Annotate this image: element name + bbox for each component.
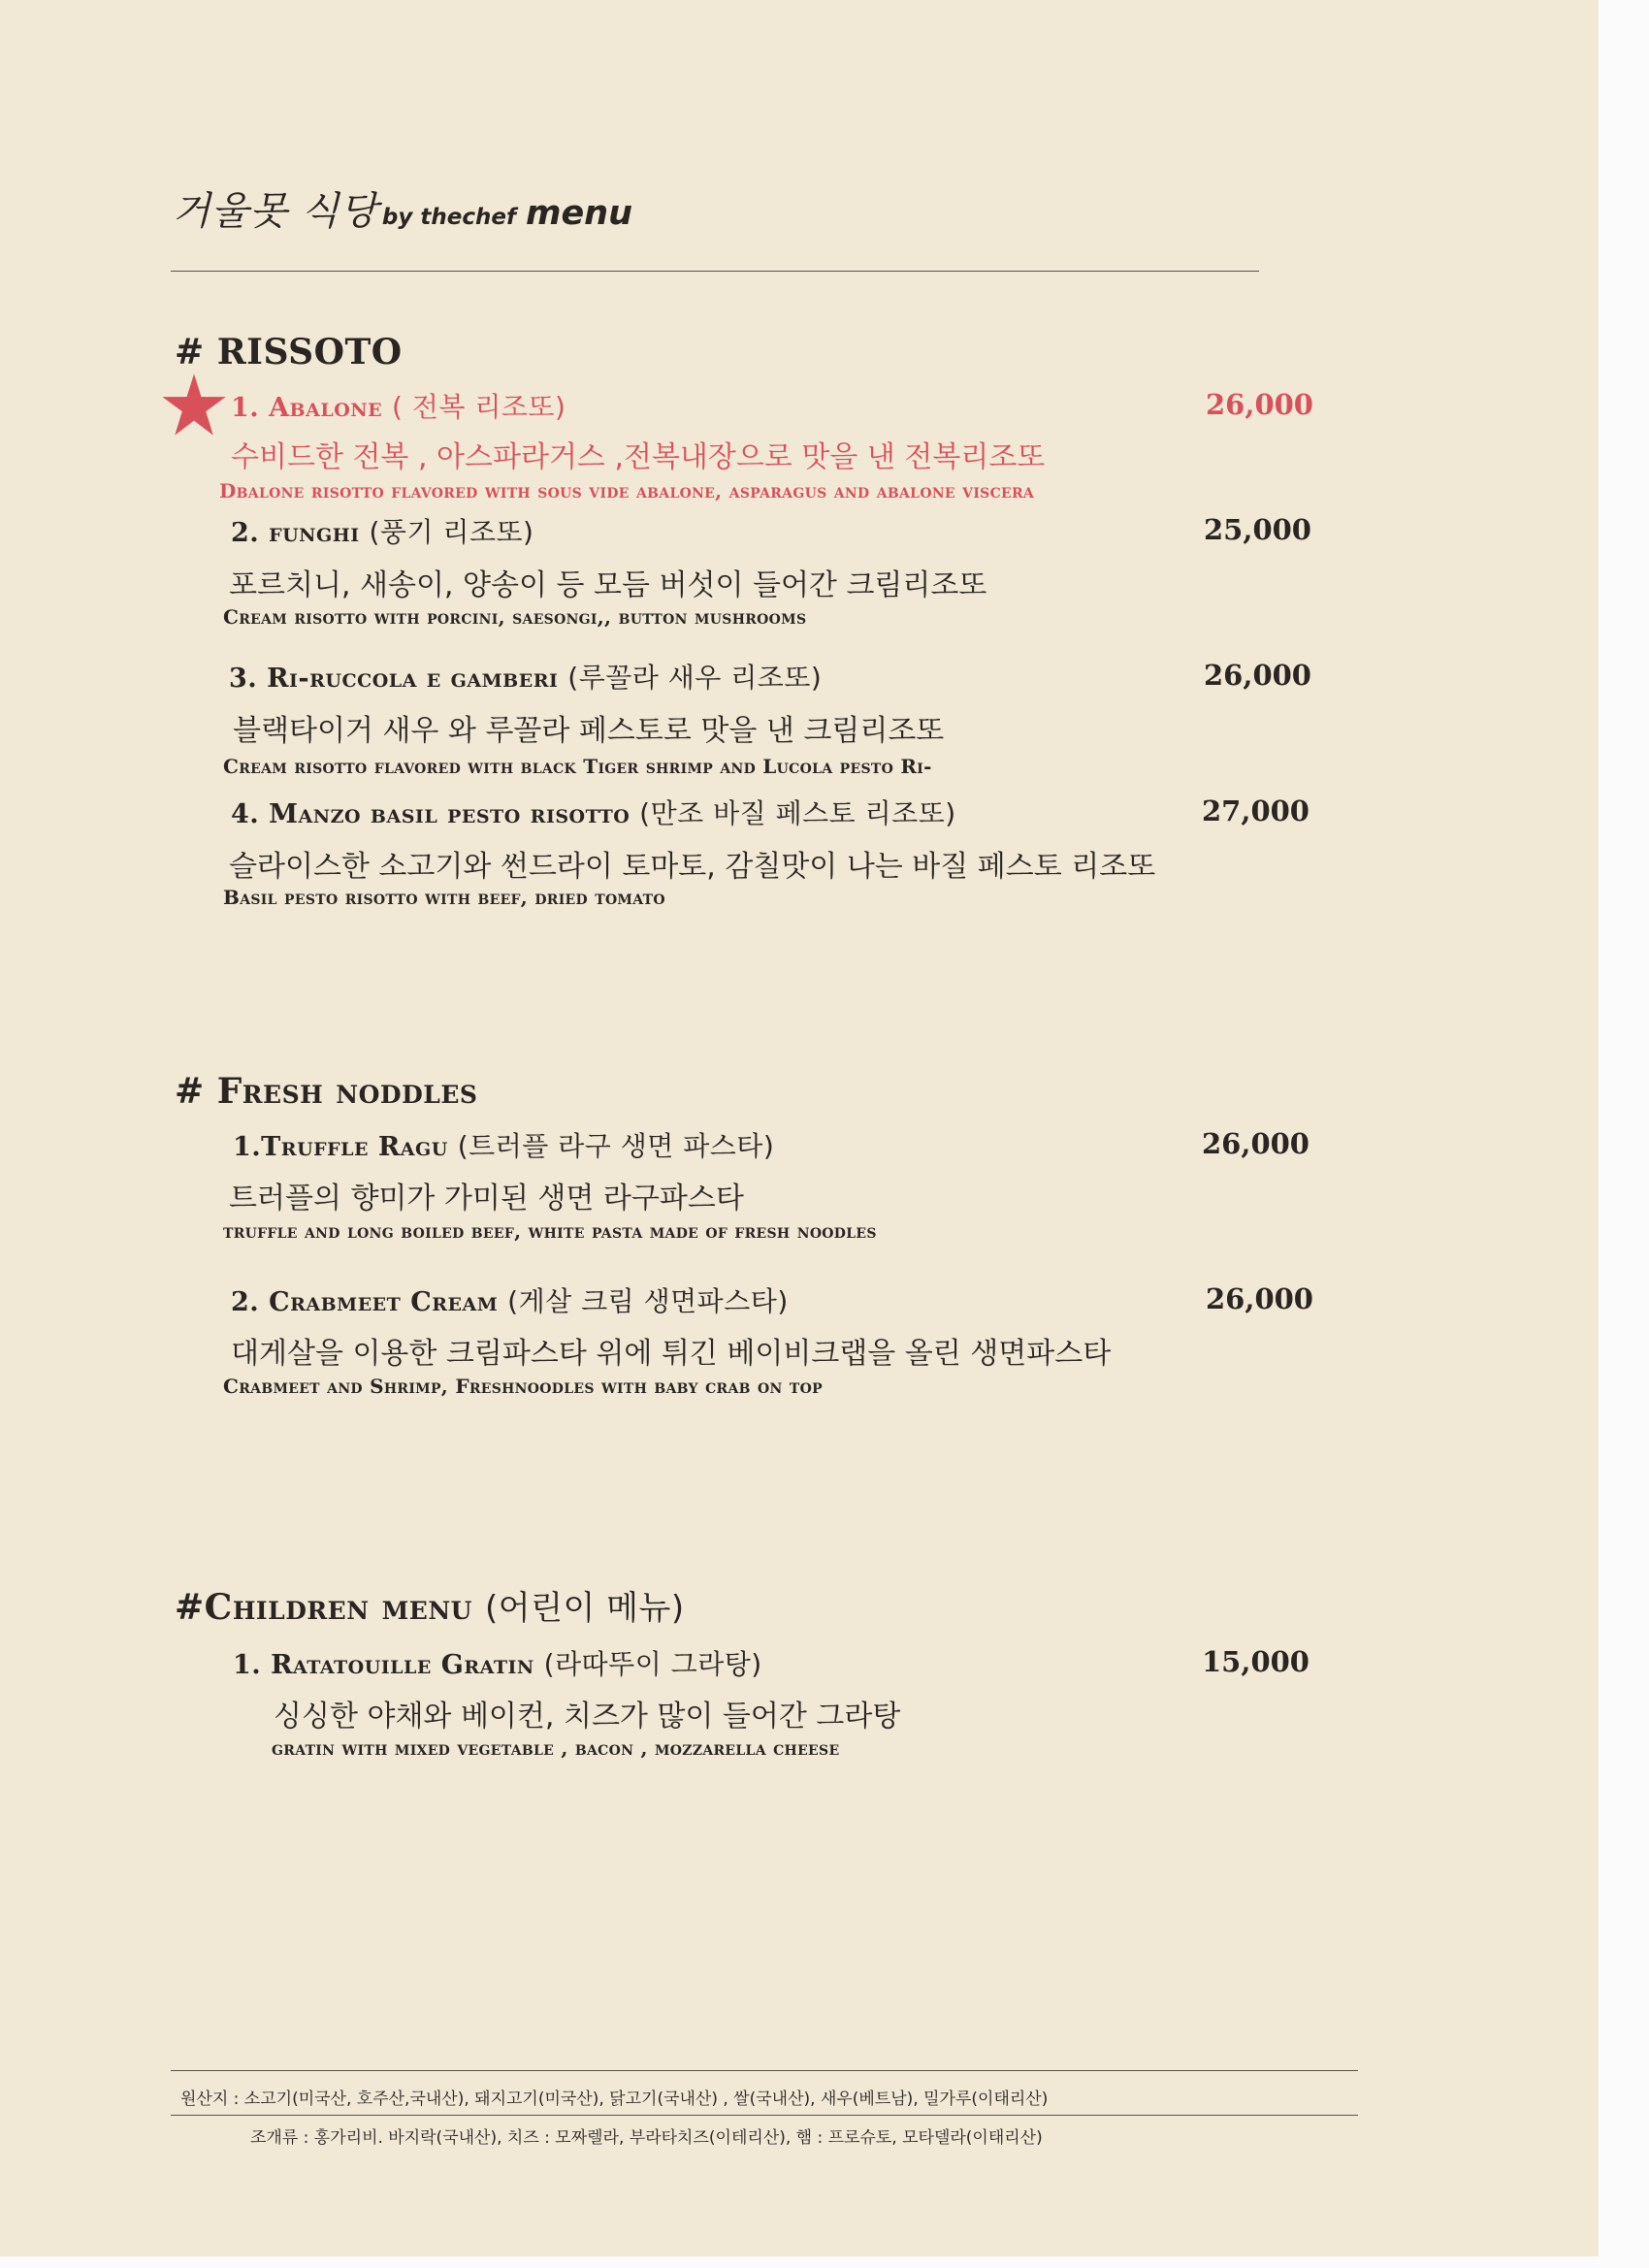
- item-desc-en: Cream risotto with porcini, saesongi,, button mushrooms: [223, 605, 807, 629]
- item-name: 1.Truffle Ragu: [233, 1132, 448, 1162]
- item-price: 27,000: [1202, 794, 1310, 827]
- item-name-ko: (풍기 리조또): [369, 516, 534, 548]
- section-title-ko: (어린이 메뉴): [485, 1589, 685, 1628]
- item-price: 26,000: [1206, 1282, 1313, 1315]
- origin-info-line-2: 조개류 : 홍가리비. 바지락(국내산), 치즈 : 모짜렐라, 부라타치즈(이테리산), 햄 : 프로슈토, 모타델라(이태리산): [250, 2128, 1043, 2148]
- menu-item-manzo: [231, 793, 956, 831]
- item-name-ko: (트러플 라구 생면 파스타): [457, 1130, 775, 1162]
- item-desc-ko: 수비드한 전복 , 아스파라거스 ,전복내장으로 맛을 낸 전복리조또: [231, 440, 1046, 474]
- paper-bottom-edge: [0, 2256, 1649, 2268]
- section-title-text: #Children menu: [175, 1587, 472, 1628]
- item-desc-en: truffle and long boiled beef, white pasta made of fresh noodles: [223, 1219, 877, 1243]
- header-menu-word: menu: [525, 194, 633, 233]
- menu-item-ruccola: [229, 657, 822, 696]
- item-name-ko: (게살 크림 생면파스타): [507, 1285, 789, 1317]
- origin-info-line-1: 원산지 : 소고기(미국산, 호주산,국내산), 돼지고기(미국산), 닭고기(국내산) , 쌀(국내산), 새우(베트남), 밀가루(이태리산): [180, 2090, 1049, 2109]
- item-name: 2. funghi: [231, 518, 360, 548]
- item-name: 1. Ratatouille Gratin: [233, 1650, 534, 1680]
- item-name-ko: ( 전복 리조또): [392, 391, 566, 423]
- item-desc-en: Dbalone risotto flavored with sous vide abalone, asparagus and abalone viscera: [219, 479, 1035, 502]
- section-title-children: [175, 1581, 685, 1629]
- item-price: 15,000: [1202, 1645, 1310, 1678]
- footer-divider-bottom: [171, 2115, 1358, 2116]
- menu-item-funghi: [231, 511, 534, 550]
- menu-item-ratatouille-gratin: [233, 1643, 762, 1682]
- item-name: 2. Crabmeet Cream: [231, 1287, 499, 1317]
- item-name-ko: (만조 바질 페스토 리조또): [639, 797, 956, 829]
- menu-item-crabmeet-cream: [231, 1280, 789, 1319]
- item-desc-en: gratin with mixed vegetable , bacon , mozzarella cheese: [272, 1736, 840, 1760]
- item-price: 26,000: [1204, 659, 1311, 692]
- section-title-noodles: # Fresh noddles: [175, 1071, 478, 1112]
- item-name: 1. Abalone: [231, 393, 383, 423]
- menu-item-truffle-ragu: [233, 1125, 774, 1164]
- item-name-ko: (루꼴라 새우 리조또): [567, 662, 823, 694]
- item-name: 3. Ri-ruccola e gamberi: [229, 664, 559, 694]
- header-divider: [171, 271, 1259, 272]
- item-price: 25,000: [1204, 513, 1311, 546]
- section-title-risotto: # RISSOTO: [175, 332, 403, 373]
- header-by: by thechef: [381, 205, 516, 230]
- item-desc-ko: 포르치니, 새송이, 양송이 등 모듬 버섯이 들어간 크림리조또: [229, 568, 987, 602]
- item-price: 26,000: [1206, 388, 1313, 421]
- item-desc-en: Basil pesto risotto with beef, dried tomato: [223, 886, 665, 909]
- restaurant-name: 거울못 식당: [173, 189, 378, 234]
- item-name-ko: (라따뚜이 그라탕): [543, 1648, 762, 1680]
- item-desc-ko: 블랙타이거 새우 와 루꼴라 페스토로 맛을 낸 크림리조또: [233, 714, 945, 748]
- paper-edge: [1599, 0, 1649, 2268]
- item-price: 26,000: [1202, 1127, 1310, 1160]
- item-desc-ko: 트러플의 향미가 가미된 생면 라구파스타: [229, 1182, 744, 1215]
- item-desc-ko: 슬라이스한 소고기와 썬드라이 토마토, 감칠맛이 나는 바질 페스토 리조또: [229, 850, 1156, 884]
- menu-header: [173, 180, 632, 236]
- footer-divider-top: [171, 2070, 1358, 2071]
- item-desc-en: Cream risotto flavored with black Tiger shrimp and Lucola pesto Ri-: [223, 755, 932, 778]
- menu-item-abalone: [231, 386, 566, 425]
- star-icon: [161, 373, 227, 438]
- item-name: 4. Manzo basil pesto risotto: [231, 799, 630, 829]
- item-desc-ko: 대게살을 이용한 크림파스타 위에 튀긴 베이비크랩을 올린 생면파스타: [231, 1337, 1112, 1371]
- item-desc-ko: 싱싱한 야채와 베이컨, 치즈가 많이 들어간 그라탕: [274, 1700, 901, 1733]
- item-desc-en: Crabmeet and Shrimp, Freshnoodles with baby crab on top: [223, 1375, 823, 1398]
